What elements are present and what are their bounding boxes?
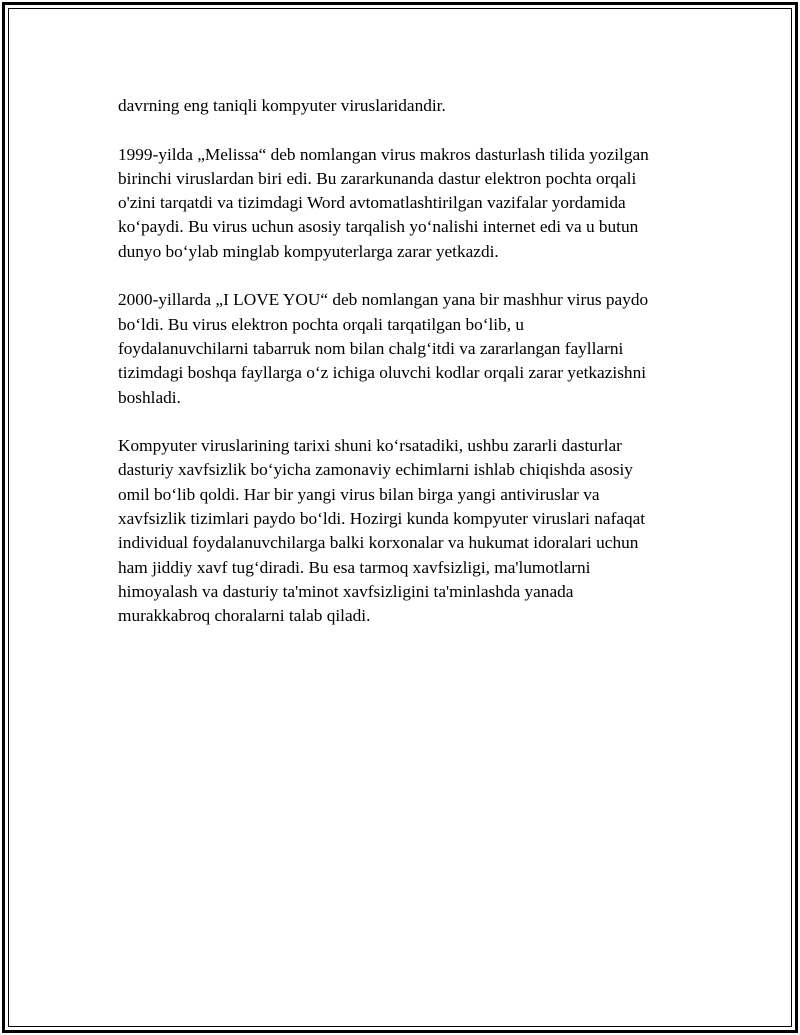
paragraph-2 [118,143,698,264]
paragraph-1 [118,94,698,118]
text-line: birinchi viruslardan biri edi. Bu zararkunanda dastur elektron pochta orqali [118,168,637,188]
text-line: omil bo‘lib qoldi. Har bir yangi virus bilan birga yangi antiviruslar va [118,484,600,504]
text-line: foydalanuvchilarni tabarruk nom bilan chalg‘itdi va zararlangan fayllarni [118,338,624,358]
text-line: dunyo bo‘ylab minglab kompyuterlarga zarar yetkazdi. [118,241,499,261]
text-line: ham jiddiy xavf tug‘diradi. Bu esa tarmoq xavfsizligi, ma'lumotlarni [118,557,591,577]
text-line: xavfsizlik tizimlari paydo bo‘ldi. Hozirgi kunda kompyuter viruslari nafaqat [118,509,646,529]
text-line: davrning eng taniqli kompyuter viruslaridandir. [118,96,446,115]
text-line: tizimdagi boshqa fayllarga o‘z ichiga oluvchi kodlar orqali zarar yetkazishni [118,363,647,383]
text-line: 1999-yilda „Melissa“ deb nomlangan virus makros dasturlash tilida yozilgan [118,144,649,164]
text-line: dasturiy xavfsizlik bo‘yicha zamonaviy echimlarni ishlab chiqishda asosiy [118,460,633,480]
text-line: bo‘ldi. Bu virus elektron pochta orqali tarqatilgan bo‘lib, u [118,314,525,334]
text-line: ko‘paydi. Bu virus uchun asosiy tarqalish yo‘nalishi internet edi va u butun [118,217,639,237]
text-line: himoyalash va dasturiy ta'minot xavfsizligini ta'minlashda yanada [118,581,574,601]
text-line: boshladi. [118,387,181,407]
text-line: o'zini tarqatdi va tizimdagi Word avtomatlashtirilgan vazifalar yordamida [118,193,626,213]
text-line: murakkabroq choralarni talab qiladi. [118,606,371,626]
paragraph-4 [118,434,698,628]
text-line: individual foydalanuvchilarga balki korxonalar va hukumat idoralari uchun [118,533,639,553]
document-body [118,94,698,653]
text-line: 2000-yillarda „I LOVE YOU“ deb nomlangan yana bir mashhur virus paydo [118,290,649,310]
paragraph-3 [118,288,698,409]
text-line: Kompyuter viruslarining tarixi shuni ko‘rsatadiki, ushbu zararli dasturlar [118,436,622,456]
